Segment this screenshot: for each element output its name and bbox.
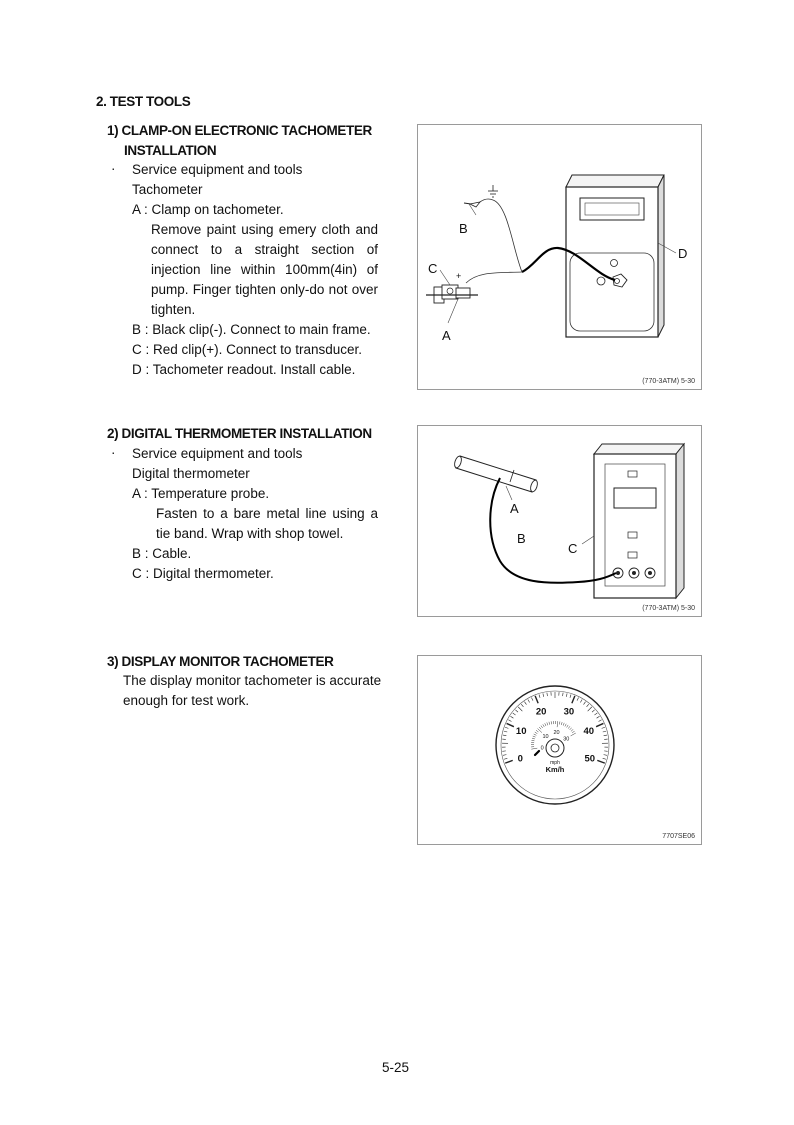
text-line: C : Digital thermometer.	[132, 566, 274, 581]
text-line: B : Black clip(-). Connect to main frame.	[132, 322, 371, 337]
bullet-mark: ·	[111, 161, 116, 176]
dial-inner-scale-label: 0	[540, 745, 544, 752]
bullet-mark: ·	[111, 445, 116, 460]
dial-unit-outer: Km/h	[545, 765, 565, 774]
dial-outer-scale-label: 20	[535, 706, 547, 718]
figure-code: (770-3ATM) 5-30	[642, 605, 695, 612]
label-b: B	[517, 531, 526, 546]
text-line: A : Clamp on tachometer.	[132, 202, 284, 217]
tachometer-dial	[418, 656, 703, 846]
figure-code: (770-3ATM) 5-30	[642, 378, 695, 385]
text-line: tighten.	[151, 302, 196, 317]
label-a: A	[442, 328, 451, 343]
figure-tachometer-installation	[417, 124, 702, 390]
dial-outer-scale-label: 10	[515, 725, 527, 737]
figure-code: 7707SE06	[662, 833, 695, 840]
label-c: C	[428, 261, 438, 276]
text-line: Digital thermometer	[132, 466, 250, 481]
dial-outer-scale-label: 50	[584, 753, 596, 765]
dial-unit-inner: mph	[550, 760, 560, 766]
dial-outer-scale-label: 0	[517, 753, 523, 765]
text-line: injection line within 100mm(4in) of	[151, 262, 378, 277]
text-line: connect to a straight section of	[151, 242, 378, 257]
page-number: 5-25	[382, 1060, 410, 1075]
label-c: C	[568, 541, 578, 556]
thermometer-drawing	[418, 426, 703, 618]
text-line: Service equipment and tools	[132, 162, 303, 177]
text-line: Tachometer	[132, 182, 203, 197]
text-line: The display monitor tachometer is accurate	[123, 673, 382, 688]
label-plus: +	[456, 271, 462, 281]
section-1-title-continued: INSTALLATION	[124, 143, 217, 158]
dial-outer-scale-label: 40	[583, 725, 595, 737]
text-line: D : Tachometer readout. Install cable.	[132, 362, 356, 377]
section-3-title: 3) DISPLAY MONITOR TACHOMETER	[107, 654, 334, 669]
dial-inner-scale-label: 20	[553, 730, 560, 737]
text-line: pump. Finger tighten only-do not over	[151, 282, 378, 297]
text-line: Remove paint using emery cloth and	[151, 222, 378, 237]
text-line: Fasten to a bare metal line using a	[156, 506, 378, 521]
section-heading: 2. TEST TOOLS	[96, 94, 191, 109]
text-line: B : Cable.	[132, 546, 192, 561]
text-line: A : Temperature probe.	[132, 486, 270, 501]
figure-display-monitor-tachometer	[417, 655, 702, 845]
dial-inner-scale-label: 30	[563, 736, 570, 743]
figure-thermometer-installation	[417, 425, 702, 617]
text-line: Service equipment and tools	[132, 446, 303, 461]
label-b: B	[459, 221, 468, 236]
section-2-title: 2) DIGITAL THERMOMETER INSTALLATION	[107, 426, 372, 441]
text-line: C : Red clip(+). Connect to transducer.	[132, 342, 362, 357]
dial-outer-scale-label: 30	[563, 706, 575, 718]
label-a: A	[510, 501, 519, 516]
label-d: D	[678, 246, 688, 261]
text-line: tie band. Wrap with shop towel.	[156, 526, 344, 541]
section-1-title: 1) CLAMP-ON ELECTRONIC TACHOMETER	[107, 123, 372, 138]
tachometer-drawing	[418, 125, 703, 391]
text-line: enough for test work.	[123, 693, 250, 708]
dial-inner-scale-label: 10	[542, 734, 549, 741]
